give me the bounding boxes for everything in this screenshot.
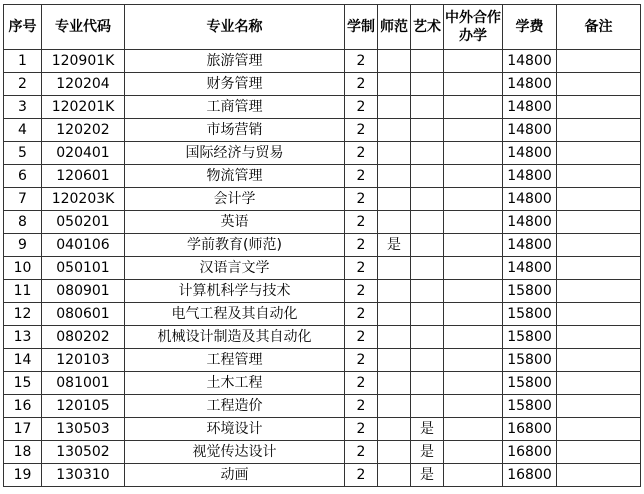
cell-duration: 2 — [345, 142, 378, 165]
cell-normal — [378, 372, 411, 395]
table-row — [4, 372, 641, 395]
cell-no: 5 — [4, 142, 42, 165]
cell-code: 050201 — [42, 211, 125, 234]
cell-joint — [444, 73, 503, 96]
table-row — [4, 464, 641, 487]
cell-no: 6 — [4, 165, 42, 188]
cell-note — [557, 234, 641, 257]
cell-code: 120204 — [42, 73, 125, 96]
cell-duration: 2 — [345, 165, 378, 188]
cell-no: 1 — [4, 50, 42, 73]
cell-name: 环境设计 — [125, 418, 345, 441]
cell-code: 020401 — [42, 142, 125, 165]
cell-name: 学前教育(师范) — [125, 234, 345, 257]
cell-code: 040106 — [42, 234, 125, 257]
cell-no: 9 — [4, 234, 42, 257]
table-row — [4, 50, 641, 73]
cell-normal — [378, 326, 411, 349]
cell-no: 11 — [4, 280, 42, 303]
cell-no: 15 — [4, 372, 42, 395]
cell-joint — [444, 349, 503, 372]
cell-name: 计算机科学与技术 — [125, 280, 345, 303]
cell-name: 电气工程及其自动化 — [125, 303, 345, 326]
cell-normal — [378, 418, 411, 441]
cell-joint — [444, 96, 503, 119]
cell-joint — [444, 188, 503, 211]
cell-normal — [378, 96, 411, 119]
cell-fee: 15800 — [503, 395, 557, 418]
cell-joint — [444, 119, 503, 142]
cell-fee: 14800 — [503, 188, 557, 211]
cell-name: 英语 — [125, 211, 345, 234]
cell-joint — [444, 234, 503, 257]
cell-name: 土木工程 — [125, 372, 345, 395]
cell-duration: 2 — [345, 234, 378, 257]
cell-fee: 14800 — [503, 211, 557, 234]
table-row — [4, 188, 641, 211]
table-row — [4, 418, 641, 441]
cell-code: 120103 — [42, 349, 125, 372]
cell-name: 汉语言文学 — [125, 257, 345, 280]
cell-code: 080202 — [42, 326, 125, 349]
table-row — [4, 165, 641, 188]
cell-fee: 14800 — [503, 73, 557, 96]
header-name: 专业名称 — [125, 5, 345, 50]
table-row — [4, 257, 641, 280]
cell-note — [557, 464, 641, 487]
cell-art — [411, 73, 444, 96]
cell-no: 18 — [4, 441, 42, 464]
cell-code: 130310 — [42, 464, 125, 487]
cell-code: 050101 — [42, 257, 125, 280]
cell-fee: 15800 — [503, 303, 557, 326]
table-row — [4, 119, 641, 142]
cell-duration: 2 — [345, 418, 378, 441]
table-row — [4, 96, 641, 119]
cell-code: 120105 — [42, 395, 125, 418]
cell-name: 动画 — [125, 464, 345, 487]
cell-no: 17 — [4, 418, 42, 441]
cell-code: 080601 — [42, 303, 125, 326]
header-code: 专业代码 — [42, 5, 125, 50]
cell-name: 旅游管理 — [125, 50, 345, 73]
cell-fee: 16800 — [503, 418, 557, 441]
table-row — [4, 211, 641, 234]
cell-art: 是 — [411, 464, 444, 487]
cell-art — [411, 280, 444, 303]
cell-joint — [444, 211, 503, 234]
header-art: 艺术 — [411, 5, 444, 50]
cell-duration: 2 — [345, 280, 378, 303]
cell-note — [557, 119, 641, 142]
cell-duration: 2 — [345, 96, 378, 119]
cell-normal — [378, 142, 411, 165]
cell-art — [411, 303, 444, 326]
cell-no: 7 — [4, 188, 42, 211]
cell-art — [411, 188, 444, 211]
cell-normal — [378, 188, 411, 211]
cell-joint — [444, 395, 503, 418]
cell-normal — [378, 211, 411, 234]
cell-art — [411, 349, 444, 372]
cell-fee: 15800 — [503, 280, 557, 303]
cell-joint — [444, 418, 503, 441]
header-fee: 学费 — [503, 5, 557, 50]
cell-normal: 是 — [378, 234, 411, 257]
cell-fee: 14800 — [503, 165, 557, 188]
cell-duration: 2 — [345, 441, 378, 464]
cell-normal — [378, 303, 411, 326]
cell-duration: 2 — [345, 50, 378, 73]
header-note: 备注 — [557, 5, 641, 50]
cell-normal — [378, 441, 411, 464]
cell-no: 4 — [4, 119, 42, 142]
cell-no: 10 — [4, 257, 42, 280]
cell-duration: 2 — [345, 188, 378, 211]
cell-duration: 2 — [345, 73, 378, 96]
cell-joint — [444, 257, 503, 280]
cell-art: 是 — [411, 441, 444, 464]
cell-normal — [378, 119, 411, 142]
cell-note — [557, 303, 641, 326]
cell-art — [411, 395, 444, 418]
cell-joint — [444, 50, 503, 73]
cell-normal — [378, 464, 411, 487]
table-row — [4, 280, 641, 303]
cell-duration: 2 — [345, 119, 378, 142]
cell-name: 市场营销 — [125, 119, 345, 142]
cell-normal — [378, 50, 411, 73]
cell-code: 120203K — [42, 188, 125, 211]
cell-art: 是 — [411, 418, 444, 441]
cell-joint — [444, 142, 503, 165]
cell-joint — [444, 464, 503, 487]
cell-code: 130503 — [42, 418, 125, 441]
table-row — [4, 395, 641, 418]
cell-note — [557, 418, 641, 441]
cell-fee: 16800 — [503, 464, 557, 487]
cell-name: 视觉传达设计 — [125, 441, 345, 464]
cell-code: 130502 — [42, 441, 125, 464]
cell-code: 120202 — [42, 119, 125, 142]
cell-joint — [444, 280, 503, 303]
cell-note — [557, 349, 641, 372]
cell-art — [411, 234, 444, 257]
cell-joint — [444, 165, 503, 188]
cell-duration: 2 — [345, 303, 378, 326]
cell-fee: 16800 — [503, 441, 557, 464]
cell-duration: 2 — [345, 349, 378, 372]
cell-note — [557, 50, 641, 73]
cell-name: 国际经济与贸易 — [125, 142, 345, 165]
cell-code: 081001 — [42, 372, 125, 395]
cell-code: 120601 — [42, 165, 125, 188]
header-duration: 学制 — [345, 5, 378, 50]
cell-fee: 14800 — [503, 119, 557, 142]
table-row — [4, 234, 641, 257]
header-joint: 中外合作办学 — [444, 5, 503, 50]
cell-code: 080901 — [42, 280, 125, 303]
cell-joint — [444, 372, 503, 395]
table-row — [4, 441, 641, 464]
cell-no: 13 — [4, 326, 42, 349]
cell-normal — [378, 395, 411, 418]
cell-art — [411, 165, 444, 188]
table-header-row — [4, 5, 641, 50]
cell-art — [411, 372, 444, 395]
cell-name: 机械设计制造及其自动化 — [125, 326, 345, 349]
cell-fee: 14800 — [503, 50, 557, 73]
cell-no: 12 — [4, 303, 42, 326]
cell-name: 工程管理 — [125, 349, 345, 372]
cell-fee: 15800 — [503, 349, 557, 372]
cell-fee: 15800 — [503, 326, 557, 349]
table-row — [4, 303, 641, 326]
cell-normal — [378, 280, 411, 303]
cell-note — [557, 142, 641, 165]
cell-normal — [378, 349, 411, 372]
table-body — [4, 50, 641, 487]
cell-no: 16 — [4, 395, 42, 418]
table-row — [4, 73, 641, 96]
table-row — [4, 142, 641, 165]
cell-fee: 15800 — [503, 372, 557, 395]
cell-art — [411, 326, 444, 349]
cell-no: 3 — [4, 96, 42, 119]
cell-name: 工程造价 — [125, 395, 345, 418]
cell-duration: 2 — [345, 464, 378, 487]
cell-duration: 2 — [345, 257, 378, 280]
cell-no: 2 — [4, 73, 42, 96]
cell-joint — [444, 303, 503, 326]
cell-note — [557, 395, 641, 418]
cell-duration: 2 — [345, 326, 378, 349]
cell-note — [557, 188, 641, 211]
cell-fee: 14800 — [503, 257, 557, 280]
cell-fee: 14800 — [503, 142, 557, 165]
table-row — [4, 349, 641, 372]
cell-fee: 14800 — [503, 234, 557, 257]
cell-no: 14 — [4, 349, 42, 372]
cell-name: 物流管理 — [125, 165, 345, 188]
cell-joint — [444, 441, 503, 464]
cell-note — [557, 73, 641, 96]
cell-normal — [378, 257, 411, 280]
cell-fee: 14800 — [503, 96, 557, 119]
cell-duration: 2 — [345, 395, 378, 418]
cell-note — [557, 372, 641, 395]
cell-name: 财务管理 — [125, 73, 345, 96]
header-no: 序号 — [4, 5, 42, 50]
cell-joint — [444, 326, 503, 349]
cell-art — [411, 142, 444, 165]
cell-note — [557, 96, 641, 119]
cell-note — [557, 165, 641, 188]
cell-note — [557, 280, 641, 303]
cell-no: 19 — [4, 464, 42, 487]
cell-code: 120201K — [42, 96, 125, 119]
cell-code: 120901K — [42, 50, 125, 73]
cell-name: 工商管理 — [125, 96, 345, 119]
table-row — [4, 326, 641, 349]
cell-note — [557, 211, 641, 234]
majors-table-container — [3, 4, 641, 487]
cell-art — [411, 257, 444, 280]
cell-normal — [378, 73, 411, 96]
cell-note — [557, 441, 641, 464]
cell-art — [411, 96, 444, 119]
cell-art — [411, 119, 444, 142]
cell-art — [411, 50, 444, 73]
majors-fee-table — [3, 4, 641, 487]
cell-duration: 2 — [345, 211, 378, 234]
cell-normal — [378, 165, 411, 188]
cell-art — [411, 211, 444, 234]
cell-note — [557, 326, 641, 349]
cell-note — [557, 257, 641, 280]
cell-no: 8 — [4, 211, 42, 234]
cell-duration: 2 — [345, 372, 378, 395]
header-normal: 师范 — [378, 5, 411, 50]
cell-name: 会计学 — [125, 188, 345, 211]
